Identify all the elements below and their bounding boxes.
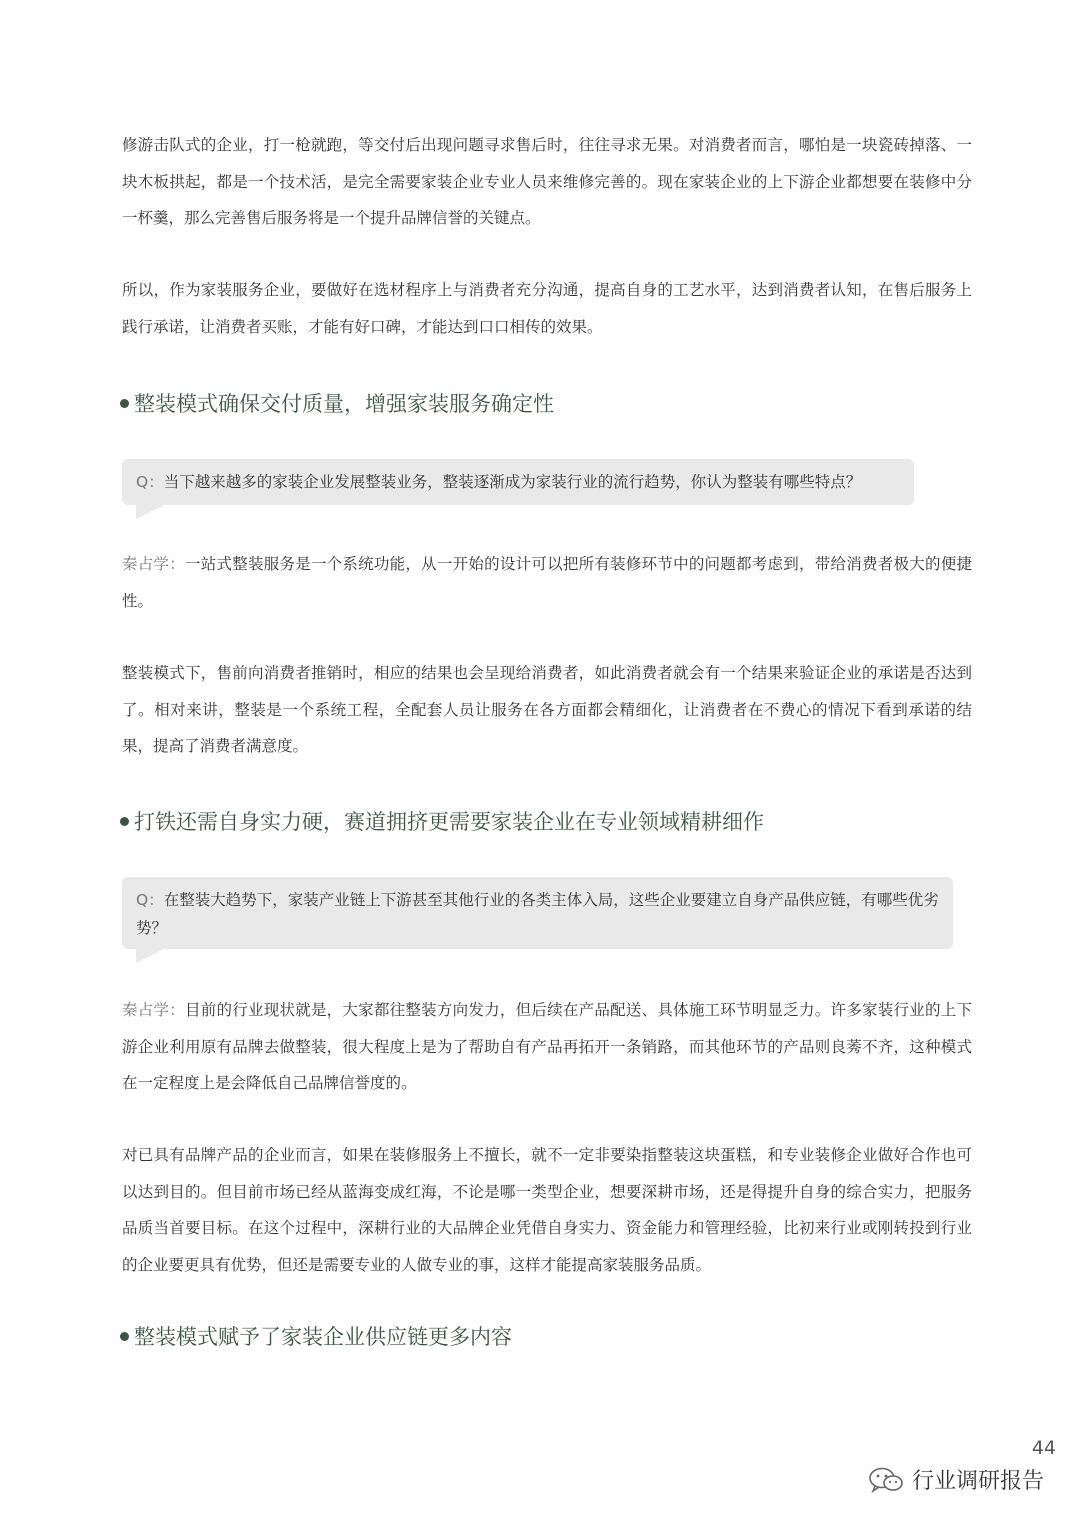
bullet-dot-icon: [120, 399, 129, 408]
paragraph-brand-advice: 对已具有品牌产品的企业而言，如果在装修服务上不擅长，就不一定非要染指整装这块蛋糕，和专业装修企业做好合作也可以达到目的。但目前市场已经从蓝海变成红海，不论是哪一类型企业，想要深耕市场，还是得提升自身的综合实力，把服务品质当首要目标。在这个过程中，深耕行业的大品牌企业凭借自身实力、资金能力和管理经验，比初来行业或刚转投到行业的企业要更具有优势，但还是需要专业的人做专业的事，这样才能提高家装服务品质。: [122, 1146, 972, 1274]
speech-bubble-tail-icon: [136, 949, 164, 963]
answer-paragraph-2: 秦占学：目前的行业现状就是，大家都往整装方向发力，但后续在产品配送、具体施工环节明显乏力。许多家装行业的上下游企业利用原有品牌去做整装，很大程度上是为了帮助自有产品再拓开一条销路，而其他环节的产品则良莠不齐，这种模式在一定程度上是会降低自己品牌信誉度的。: [122, 1001, 972, 1092]
answer-paragraph-1: 秦占学：一站式整装服务是一个系统功能，从一开始的设计可以把所有装修环节中的问题都考虑到，带给消费者极大的便捷性。: [122, 555, 972, 610]
speech-bubble-tail-icon: [136, 505, 164, 519]
bullet-dot-icon: [120, 817, 129, 826]
wechat-icon: [868, 1466, 904, 1494]
speaker-label: 秦占学：: [122, 555, 185, 573]
question-box-1: [122, 459, 914, 505]
question-label: Q：: [136, 891, 164, 909]
question-label: Q：: [136, 473, 164, 491]
footer-brand: [868, 1464, 1044, 1495]
question-text: 在整装大趋势下，家装产业链上下游甚至其他行业的各类主体入局，这些企业要建立自身产品供应链，有哪些优劣势？: [136, 891, 939, 937]
question-text: 当下越来越多的家装企业发展整装业务，整装逐渐成为家装行业的流行趋势，你认为整装有哪些特点？: [163, 473, 862, 491]
paragraph-integrated-mode: 整装模式下，售前向消费者推销时，相应的结果也会呈现给消费者，如此消费者就会有一个结果来验证企业的承诺是否达到了。相对来讲，整装是一个系统工程，全配套人员让服务在各方面都会精细化，让消费者在不费心的情况下看到承诺的结果，提高了消费者满意度。: [122, 664, 972, 755]
brand-name: 行业调研报告: [911, 1469, 1044, 1494]
page-number: 44: [1031, 1437, 1056, 1459]
section-heading-3: 整装模式赋予了家装企业供应链更多内容: [120, 1321, 512, 1351]
question-box-2: [122, 877, 953, 949]
paragraph-after-sales: 修游击队式的企业，打一枪就跑，等交付后出现问题寻求售后时，往往寻求无果。对消费者而言，哪怕是一块瓷砖掉落、一块木板拱起，都是一个技术活，是完全需要家装企业专业人员来维修完善的。现在家装企业的上下游企业都想要在装修中分一杯羹，那么完善售后服务将是一个提升品牌信誉的关键点。: [122, 136, 972, 227]
paragraph-conclusion: 所以，作为家装服务企业，要做好在选材程序上与消费者充分沟通，提高自身的工艺水平，达到消费者认知，在售后服务上践行承诺，让消费者买账，才能有好口碑，才能达到口口相传的效果。: [122, 281, 972, 336]
section-heading-1: 整装模式确保交付质量，增强家装服务确定性: [120, 388, 554, 418]
speaker-label: 秦占学：: [122, 1001, 185, 1019]
section-heading-2: 打铁还需自身实力硬，赛道拥挤更需要家装企业在专业领域精耕细作: [120, 806, 764, 836]
bullet-dot-icon: [120, 1332, 129, 1341]
